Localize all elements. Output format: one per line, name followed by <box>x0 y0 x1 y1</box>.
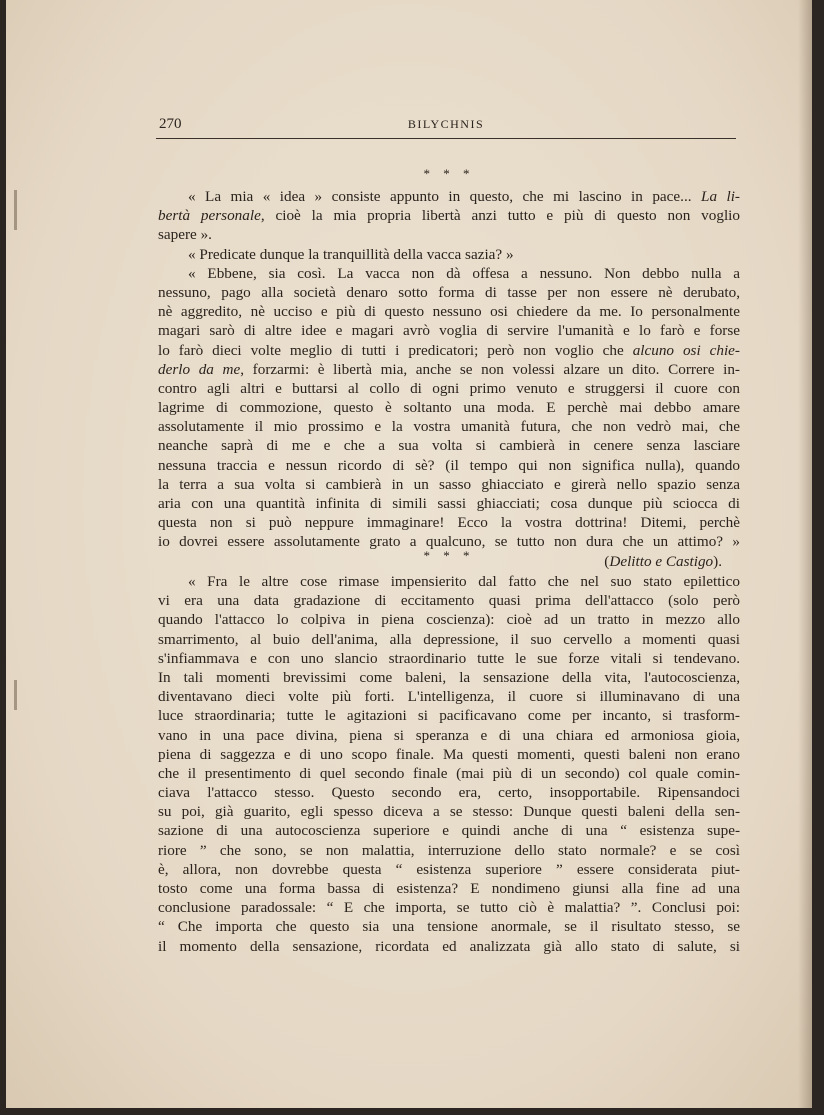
page-number: 270 <box>159 116 182 132</box>
page-edge-shadow <box>798 0 812 1108</box>
text-line: vi era una data gradazione di eccitamento quasi prima dell'attacco (solo però <box>158 592 740 610</box>
quotation-block-2 <box>158 572 740 956</box>
text-line: “ Che importa che questo sia una tensione anormale, se il risultato stesso, se <box>158 918 740 936</box>
text-line: vano in una pace divina, piena si speranza e di una chiara ed armoniosa gioia, <box>158 726 740 744</box>
text-line: assolutamente il mio prossimo e la vostra umanità futura, che non vedrò mai, che <box>158 418 740 436</box>
text-line: quando l'attacco lo colpiva in piena coscienza): cioè ad un tratto in mezzo allo <box>158 611 740 629</box>
section-separator: * * * <box>423 166 475 181</box>
text-line: sapere ». <box>158 226 212 244</box>
text-line: io dovrei essere assolutamente grato a qualcuno, se tutto non dura che un attimo? » <box>158 533 740 551</box>
text-line: luce straordinaria; tutte le agitazioni si pacificavano come per incanto, si trasform- <box>158 707 740 725</box>
text-line: questa non si può neppure immaginare! Ecco la vostra dottrina! Ditemi, perchè <box>158 514 740 532</box>
text-line: la terra a sua volta si cambierà in un sasso ghiacciato e girerà nello spazio senza <box>158 475 740 493</box>
text-line: lo farò dieci volte meglio di tutti i predicatori; però non voglio che alcuno osi chie- <box>158 341 740 359</box>
text-line: lagrime di commozione, questo è soltanto una moda. E perchè mai debbo amare <box>158 399 740 417</box>
section-separator: * * * <box>423 548 475 563</box>
text-line: magari sarò di altre idee e magari avrò voglia di servire l'umanità e lo farò e forse <box>158 322 740 340</box>
text-line: tosto come una forma bassa di esistenza? E nondimeno giunsi alla fine ad una <box>158 880 740 897</box>
margin-mark <box>14 190 17 230</box>
citation: (Delitto e Castigo). <box>604 552 722 570</box>
text-line: ciava l'attacco stesso. Questo secondo era, certo, insopportabile. Ripensandoci <box>158 784 740 802</box>
text-line: aria con una quantità infinita di simili sassi ghiacciati; cosa dunque più sciocca di <box>158 495 740 512</box>
text-line: neanche saprà di me e che a sua volta si cambierà in cenere senza lasciare <box>158 437 740 455</box>
text-line: « Fra le altre cose rimase impensierito dal fatto che nel suo stato epilettico <box>188 573 740 590</box>
text-line: è, allora, non dovrebbe questa “ esistenza superiore ” essere considerata piut- <box>158 860 740 878</box>
text-line: nè aggredito, nè ucciso e più di questo nessuno osi chiedere da me. Io personalmente <box>158 303 740 321</box>
book-page <box>6 0 812 1108</box>
quotation-block-1 <box>158 187 740 571</box>
text-line: nessuno, pago alla società denaro sotto forma di tasse per non essere nè derubato, <box>158 283 740 301</box>
text-line: su poi, già guarito, egli spesso diceva a se stesso: Dunque questi baleni della sen- <box>158 803 740 821</box>
text-line: « Ebbene, sia così. La vacca non dà offesa a nessuno. Non debbo nulla a <box>188 264 740 282</box>
text-line: il momento della sensazione, ricordata ed analizzata già allo stato di salute, si <box>158 937 740 955</box>
running-head: BILYCHNIS <box>407 117 485 131</box>
text-line: In tali momenti brevissimi come baleni, la sensazione della vita, l'autocoscienza, <box>158 668 740 686</box>
page-header <box>156 116 736 139</box>
text-line: « La mia « idea » consiste appunto in questo, che mi lascino in pace... La li- <box>188 188 740 205</box>
text-line: contro agli altri e buttarsi al collo di ogni primo venuto e struggersi il cuore con <box>158 379 740 397</box>
text-line: « Predicate dunque la tranquillità della vacca sazia? » <box>188 245 514 263</box>
text-line: bertà personale, cioè la mia propria libertà anzi tutto e più di questo non voglio <box>158 207 740 225</box>
text-line: diventavano dieci volte più forti. L'intelligenza, il cuore si illuminavano di una <box>158 688 740 706</box>
text-line: riore ” che sono, se non malattia, interruzione dello stato normale? e se così <box>158 841 740 859</box>
text-line: piena di saggezza e di uno scopo finale. Ma questi momenti, questi baleni non erano <box>158 745 740 763</box>
text-line: sazione di una autocoscienza superiore e quindi anche di una “ esistenza supe- <box>158 822 740 840</box>
text-line: nessuna traccia e nessun ricordo di sè? (il tempo qui non significa nulla), quando <box>158 456 740 474</box>
text-line: s'infiammava e con uno slancio straordinario tutte le sue forze vitali si tendevano. <box>158 649 740 667</box>
margin-mark <box>14 680 17 710</box>
text-line: derlo da me, forzarmi: è libertà mia, anche se non volessi alzare un dito. Correre in- <box>158 360 740 378</box>
text-line: conclusione paradossale: “ E che importa, se tutto ciò è malattia? ”. Conclusi poi: <box>158 899 740 917</box>
text-line: smarrimento, al buio dell'anima, alla depressione, il suo cervello a momenti quasi <box>158 630 740 648</box>
text-line: che il presentimento di quel secondo finale (mai più di un secondo) col quale comin- <box>158 764 740 782</box>
